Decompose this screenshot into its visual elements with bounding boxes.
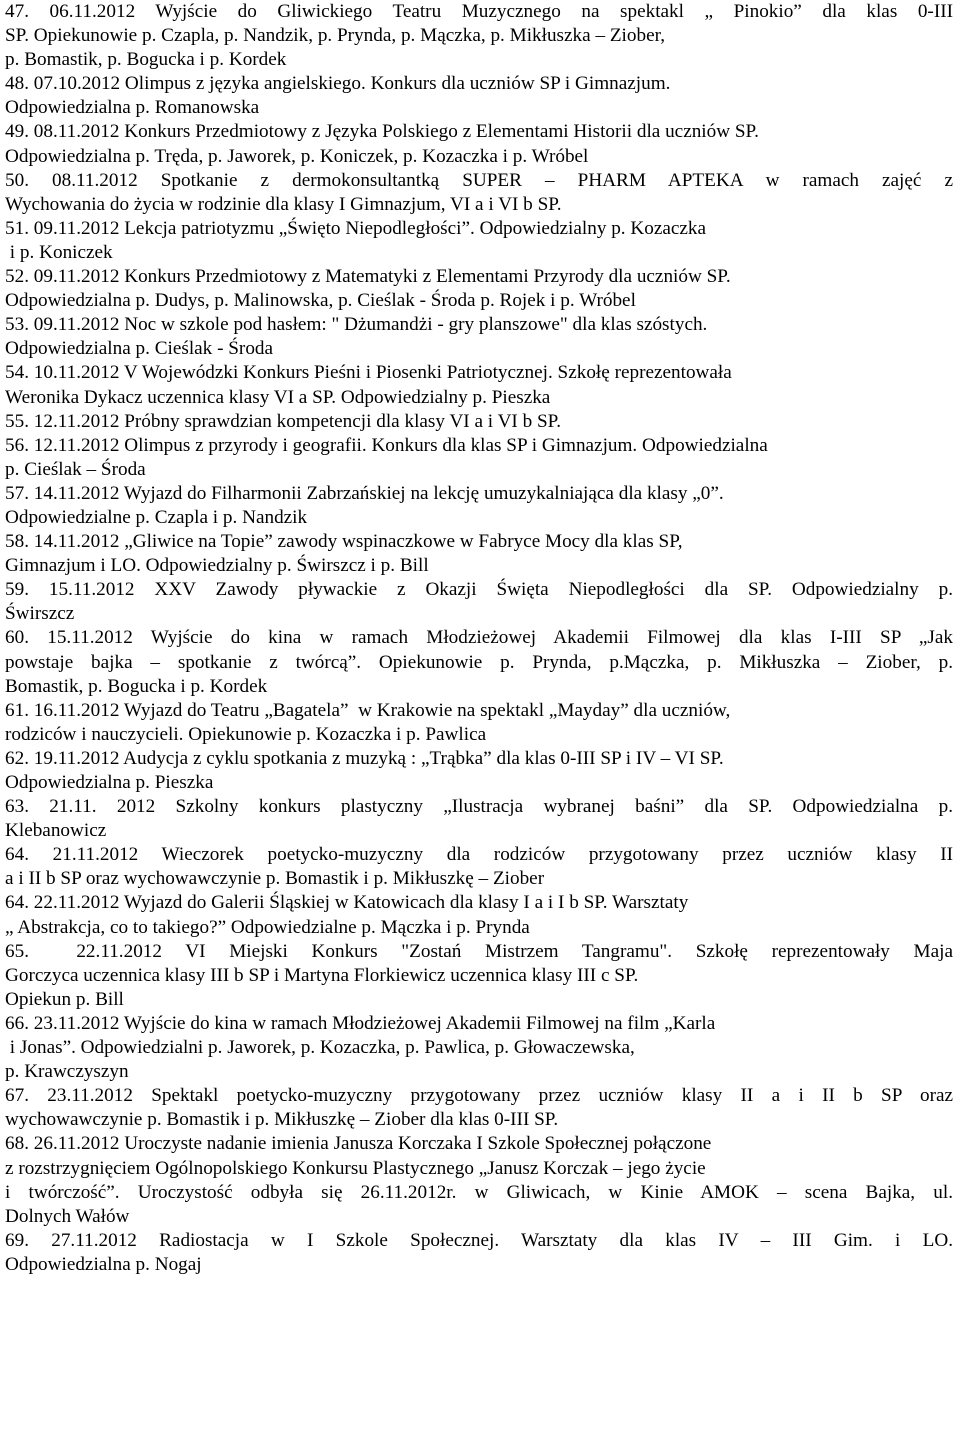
text-line: Gorczyca uczennica klasy III b SP i Martyna Florkiewicz uczennica klasy III c SP. <box>5 964 639 986</box>
text-line: p. Krawczyszyn <box>5 1061 129 1083</box>
text-line: 63. 21.11. 2012 Szkolny konkurs plastyczny „Ilustracja wybranej baśni” dla SP. Odpowiedzialna p. <box>5 796 953 818</box>
document-page <box>5 0 953 1277</box>
text-line: 52. 09.11.2012 Konkurs Przedmiotowy z Matematyki z Elementami Przyrody dla uczniów SP. <box>5 266 731 288</box>
text-line: 57. 14.11.2012 Wyjazd do Filharmonii Zabrzańskiej na lekcję umuzykalniająca dla klasy „0”. <box>5 482 724 504</box>
text-line: Klebanowicz <box>5 820 107 842</box>
text-line: Dolnych Wałów <box>5 1205 130 1227</box>
text-line: Wychowania do życia w rodzinie dla klasy I Gimnazjum, VI a i VI b SP. <box>5 193 562 215</box>
text-line: powstaje bajka – spotkanie z twórcą”. Opiekunowie p. Prynda, p.Mączka, p. Mikłuszka – Ziober, p. <box>5 651 953 673</box>
text-line: 69. 27.11.2012 Radiostacja w I Szkole Społecznej. Warsztaty dla klas IV – III Gim. i LO. <box>5 1229 953 1251</box>
text-line: 54. 10.11.2012 V Wojewódzki Konkurs Pieśni i Piosenki Patriotycznej. Szkołę reprezentowała <box>5 362 732 384</box>
text-line: Odpowiedzialna p. Nogaj <box>5 1253 202 1275</box>
text-line: Odpowiedzialna p. Pieszka <box>5 772 214 793</box>
text-line: Odpowiedzialna p. Cieślak - Środa <box>5 338 274 360</box>
text-line: Odpowiedzialne p. Czapla i p. Nandzik <box>5 506 308 528</box>
text-line: 50. 08.11.2012 Spotkanie z dermokonsultantką SUPER – PHARM APTEKA w ramach zajęć z <box>5 169 953 191</box>
text-line: i p. Koniczek <box>5 241 113 263</box>
text-line: Odpowiedzialna p. Dudys, p. Malinowska, p. Cieślak - Środa p. Rojek i p. Wróbel <box>5 290 636 312</box>
text-line: rodziców i nauczycieli. Opiekunowie p. Kozaczka i p. Pawlica <box>5 723 487 745</box>
text-line: 56. 12.11.2012 Olimpus z przyrody i geografii. Konkurs dla klas SP i Gimnazjum. Odpowiedzialna <box>5 434 768 456</box>
text-line: 59. 15.11.2012 XXV Zawody pływackie z Okazji Święta Niepodległości dla SP. Odpowiedzialny p. <box>5 579 953 601</box>
text-line: 64. 21.11.2012 Wieczorek poetycko-muzyczny dla rodziców przygotowany przez uczniów klasy II <box>5 844 953 866</box>
text-line: z rozstrzygnięciem Ogólnopolskiego Konkursu Plastycznego „Janusz Korczak – jego życie <box>5 1157 706 1179</box>
text-line: Odpowiedzialna p. Tręda, p. Jaworek, p. Koniczek, p. Kozaczka i p. Wróbel <box>5 145 589 167</box>
text-line: 68. 26.11.2012 Uroczyste nadanie imienia Janusza Korczaka I Szkole Społecznej połączone <box>5 1133 712 1155</box>
text-line: Gimnazjum i LO. Odpowiedzialny p. Świrszcz i p. Bill <box>5 555 429 577</box>
text-line: 49. 08.11.2012 Konkurs Przedmiotowy z Języka Polskiego z Elementami Historii dla uczniów SP. <box>5 121 759 143</box>
text-line: 51. 09.11.2012 Lekcja patriotyzmu „Święto Niepodległości”. Odpowiedzialny p. Kozaczka <box>5 217 707 239</box>
text-line: 66. 23.11.2012 Wyjście do kina w ramach Młodzieżowej Akademii Filmowej na film „Karla <box>5 1012 716 1034</box>
text-line: Weronika Dykacz uczennica klasy VI a SP. Odpowiedzialny p. Pieszka <box>5 386 551 408</box>
text-line: 53. 09.11.2012 Noc w szkole pod hasłem: " Dżumandżi - gry planszowe" dla klas szóstych. <box>5 314 708 336</box>
text-line: wychowawczynie p. Bomastik i p. Mikłuszkę – Ziober dla klas 0-III SP. <box>5 1109 559 1131</box>
text-line: 60. 15.11.2012 Wyjście do kina w ramach Młodzieżowej Akademii Filmowej dla klas I-III SP „Jak <box>5 627 953 649</box>
text-line: 48. 07.10.2012 Olimpus z języka angielskiego. Konkurs dla uczniów SP i Gimnazjum. <box>5 73 671 95</box>
text-line: a i II b SP oraz wychowawczynie p. Bomastik i p. Mikłuszkę – Ziober <box>5 868 545 890</box>
text-line: p. Cieślak – Środa <box>5 458 146 480</box>
text-line: 58. 14.11.2012 „Gliwice na Topie” zawody wspinaczkowe w Fabryce Mocy dla klas SP, <box>5 531 683 553</box>
text-line: 55. 12.11.2012 Próbny sprawdzian kompetencji dla klasy VI a i VI b SP. <box>5 410 562 432</box>
text-line: 65. 22.11.2012 VI Miejski Konkurs "Zostań Mistrzem Tangramu". Szkołę reprezentowały Maja <box>5 940 953 962</box>
text-line: SP. Opiekunowie p. Czapla, p. Nandzik, p. Prynda, p. Mączka, p. Mikłuszka – Ziober, <box>5 25 666 47</box>
text-line: 62. 19.11.2012 Audycja z cyklu spotkania z muzyką : „Trąbka” dla klas 0-III SP i IV – VI SP. <box>5 747 724 769</box>
text-line: 64. 22.11.2012 Wyjazd do Galerii Śląskiej w Katowicach dla klasy I a i I b SP. Warsztaty <box>5 892 689 914</box>
text-line: 67. 23.11.2012 Spektakl poetycko-muzyczny przygotowany przez uczniów klasy II a i II b SP oraz <box>5 1085 953 1107</box>
text-line: Opiekun p. Bill <box>5 988 124 1010</box>
text-line: i Jonas”. Odpowiedzialni p. Jaworek, p. Kozaczka, p. Pawlica, p. Głowaczewska, <box>5 1037 635 1059</box>
text-line: Świrszcz <box>5 603 75 625</box>
text-line: Odpowiedzialna p. Romanowska <box>5 97 260 119</box>
text-line: i twórczość”. Uroczystość odbyła się 26.11.2012r. w Gliwicach, w Kinie AMOK – scena Bajka, ul. <box>5 1181 953 1203</box>
text-line: „ Abstrakcja, co to takiego?” Odpowiedzialne p. Mączka i p. Prynda <box>5 916 530 938</box>
text-line: Bomastik, p. Bogucka i p. Kordek <box>5 675 268 697</box>
text-line: 47. 06.11.2012 Wyjście do Gliwickiego Teatru Muzycznego na spektakl „ Pinokio” dla klas 0-III <box>5 1 953 22</box>
text-line: 61. 16.11.2012 Wyjazd do Teatru „Bagatela” w Krakowie na spektakl „Mayday” dla uczniów, <box>5 699 731 721</box>
text-line: p. Bomastik, p. Bogucka i p. Kordek <box>5 49 287 71</box>
